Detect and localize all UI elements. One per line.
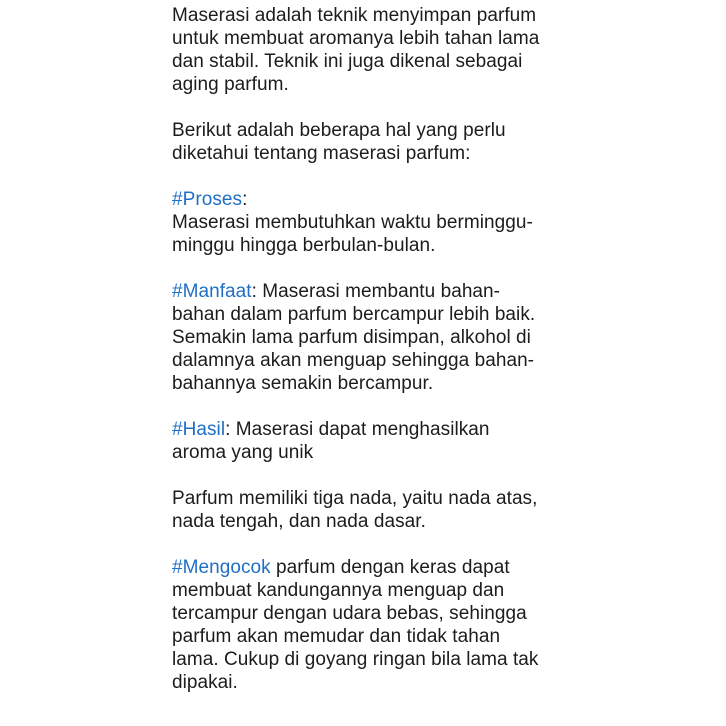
hashtag-hasil[interactable]: #Hasil (172, 419, 226, 440)
proses-paragraph (172, 188, 572, 257)
text-line: Semakin lama parfum disimpan, alkohol di (172, 327, 531, 348)
text-line: dan stabil. Teknik ini juga dikenal sebagai (172, 51, 523, 72)
text-line: dalamnya akan menguap sehingga bahan- (172, 350, 535, 371)
text-line (172, 418, 572, 441)
text-line: Maserasi membutuhkan waktu berminggu- (172, 212, 533, 233)
intro-paragraph (172, 4, 572, 96)
text-fragment: : (242, 189, 248, 210)
text-line: membuat kandungannya menguap dan (172, 580, 505, 601)
mengocok-paragraph (172, 556, 572, 694)
lead-paragraph (172, 119, 572, 165)
text-line: Maserasi adalah teknik menyimpan parfum (172, 5, 537, 26)
text-line: nada tengah, dan nada dasar. (172, 511, 426, 532)
text-fragment: : Maserasi membantu bahan- (251, 281, 501, 302)
text-line: tercampur dengan udara bebas, sehingga (172, 603, 527, 624)
text-line: lama. Cukup di goyang ringan bila lama tak (172, 649, 539, 670)
text-line (172, 556, 572, 579)
text-line: dipakai. (172, 672, 238, 693)
text-line: untuk membuat aromanya lebih tahan lama (172, 28, 540, 49)
text-line: aroma yang unik (172, 442, 314, 463)
text-line: Berikut adalah beberapa hal yang perlu (172, 120, 506, 141)
text-line: bahannya semakin bercampur. (172, 373, 434, 394)
hashtag-mengocok[interactable]: #Mengocok (172, 557, 271, 578)
text-line: bahan dalam parfum bercampur lebih baik. (172, 304, 536, 325)
text-line (172, 188, 572, 211)
text-line: diketahui tentang maserasi parfum: (172, 143, 471, 164)
hashtag-manfaat[interactable]: #Manfaat (172, 281, 252, 302)
text-line: Parfum memiliki tiga nada, yaitu nada atas, (172, 488, 538, 509)
text-line: aging parfum. (172, 74, 289, 95)
text-fragment: : Maserasi dapat menghasilkan (225, 419, 490, 440)
note-body (172, 4, 572, 694)
text-line: minggu hingga berbulan-bulan. (172, 235, 436, 256)
text-line (172, 280, 572, 303)
manfaat-paragraph (172, 280, 572, 395)
hashtag-proses[interactable]: #Proses (172, 189, 243, 210)
text-line: parfum akan memudar dan tidak tahan (172, 626, 501, 647)
hasil-paragraph (172, 418, 572, 464)
nada-paragraph (172, 487, 572, 533)
text-fragment: parfum dengan keras dapat (270, 557, 510, 578)
